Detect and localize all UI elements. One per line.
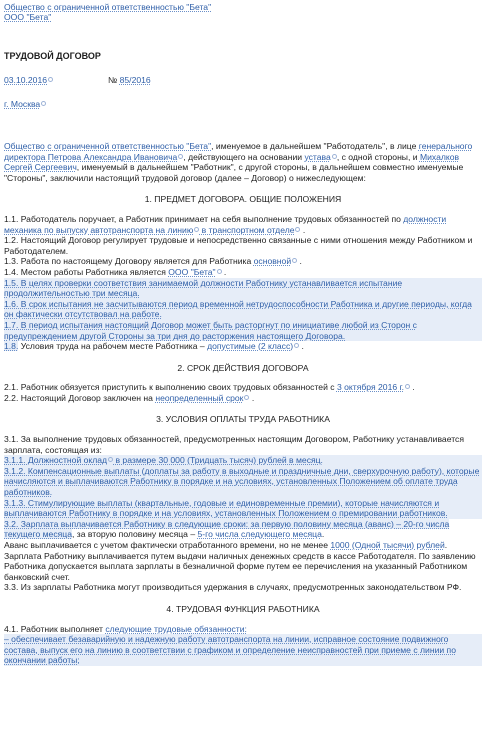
- clause-1-7[interactable]: 1.7. В период испытания настоящий Договор может быть расторгнут по инициативе любой из Сторон с предупреждением другой Стороны за три дня до расторжения настоящего Договора.: [4, 320, 482, 341]
- circle-marker-icon[interactable]: [48, 77, 53, 82]
- clause-3-2-advance: Аванс выплачивается с учетом фактически отработанного времени, но не менее 1000 (Одной тысячи) рублей.: [4, 540, 448, 550]
- circle-marker-icon[interactable]: [294, 343, 299, 348]
- duty-item[interactable]: – обеспечивает безаварийную и надежную работу автотранспорта на линии, исправное состояние подвижного состава, выпуск его на линию в соответствии с графиком и определение неисправностей при приеме с линии по окончании работы;: [4, 634, 482, 666]
- inline-text: 1.3. Работа по настоящему Договору является для Работника: [4, 256, 254, 267]
- clause-3-1: 3.1. За выполнение трудовых обязанностей, предусмотренных настоящим Договором, Работнику устанавливается зарплата, состоящая из:: [4, 434, 464, 455]
- workplace-link[interactable]: ООО "Бета": [168, 266, 216, 277]
- document-city: [4, 99, 46, 110]
- intro-basis[interactable]: устава: [304, 151, 331, 162]
- inline-text: 2.2. Настоящий Договор заключен на: [4, 392, 156, 403]
- salary-link[interactable]: 3.1.1. Должностной оклад: [4, 455, 108, 466]
- section-title-4: 4. ТРУДОВАЯ ФУНКЦИЯ РАБОТНИКА: [166, 603, 320, 614]
- section-title-1: 1. ПРЕДМЕТ ДОГОВОРА. ОБЩИЕ ПОЛОЖЕНИЯ: [144, 194, 342, 205]
- circle-marker-icon[interactable]: [295, 227, 300, 232]
- document-meta: [4, 75, 484, 86]
- clause-2-1: 2.1. Работник обязуется приступить к выполнению своих трудовых обязанностей с 3 октября 2016 г. .: [4, 382, 415, 393]
- intro-paragraph: [4, 141, 482, 183]
- clause-1-6[interactable]: 1.6. В срок испытания не засчитываются период временной нетрудоспособности Работника и другие периоды, когда он фактически отсутствовал на работе.: [4, 299, 482, 320]
- intro-director[interactable]: генерального директора Петрова Александра Ивановича: [4, 141, 473, 162]
- company-full-name[interactable]: Общество с ограниченной ответственностью "Бета": [4, 2, 212, 12]
- inline-text: , за вторую половину месяца –: [71, 529, 198, 540]
- intro-text: , действующего на основании: [183, 151, 305, 162]
- document-body: [4, 141, 482, 666]
- clause-3-3: 3.3. Из зарплаты Работника могут производиться удержания в случаях, предусмотренных законодательством РФ.: [4, 582, 462, 593]
- clause-3-1-3[interactable]: 3.1.3. Стимулирующие выплаты (квартальные, годовые и единовременные премии), которые начисляются и выплачиваются Работнику в порядке и на условиях, установленных Положением о премировании работников.: [4, 498, 482, 519]
- company-short-name[interactable]: ООО "Бета": [4, 12, 52, 22]
- clause-4-1: [4, 624, 482, 635]
- start-date-link[interactable]: 3 октября 2016 г.: [336, 382, 404, 393]
- intro-text: , именуемое в дальнейшем "Работодатель", в лице: [211, 141, 419, 151]
- document-title: ТРУДОВОЙ ДОГОВОР: [4, 51, 101, 61]
- work-type-link[interactable]: основной: [253, 256, 292, 267]
- clause-1-3: 1.3. Работа по настоящему Договору является для Работника основной .: [4, 256, 302, 267]
- intro-text: , с одной стороны, и: [336, 151, 420, 162]
- salary-amount[interactable]: в размере 30 000 (Тридцать тысяч) рублей в месяц.: [113, 455, 323, 466]
- second-half-link[interactable]: 5-го числа следующего месяца: [197, 529, 322, 540]
- inline-text: 1.1. Работодатель поручает, а Работник принимает на себя выполнение трудовых обязанностей по: [4, 213, 404, 224]
- inline-text: Условия труда на рабочем месте Работника –: [18, 341, 208, 352]
- clause-1-8: 1.8. Условия труда на рабочем месте Работника – допустимые (2 класс) .: [4, 341, 304, 352]
- clause-3-2: 3.2. Зарплата выплачивается Работнику в следующие сроки: за первую половину месяца (аванс) – 20-го числа текущего месяца, за вторую половину месяца – 5-го числа следующего месяца.: [4, 518, 450, 540]
- section-title-2: 2. СРОК ДЕЙСТВИЯ ДОГОВОРА: [177, 362, 309, 373]
- circle-marker-icon[interactable]: [217, 269, 222, 274]
- clause-1-1: 1.1. Работодатель поручает, а Работник принимает на себя выполнение трудовых обязанностей по должности механика по выпуску автотранспорта на линию в транспортном отделе .: [4, 213, 447, 235]
- city-value[interactable]: г. Москва: [4, 99, 41, 109]
- clause-1-2: 1.2. Настоящий Договор регулирует трудовые и непосредственно связанные с ними отношения между Работником и Работодателем.: [4, 235, 473, 256]
- document-date[interactable]: 03.10.2016: [4, 75, 48, 85]
- duties-link[interactable]: следующие трудовые обязанности:: [105, 623, 247, 634]
- pay-terms-link[interactable]: 3.2. Зарплата выплачивается Работнику в следующие сроки: за первую половину месяца (аванс) – 20-го числа текущего месяца: [4, 518, 450, 540]
- intro-text: , именуемый в дальнейшем "Работник", с другой стороны, в дальнейшем совместно именуемые "Стороны", заключили настоящий трудовой договор (далее – Договор) о нижеследующем:: [4, 162, 464, 183]
- clause-1-4: 1.4. Местом работы Работника является ООО "Бета" .: [4, 266, 227, 277]
- clause-1-8-number[interactable]: 1.8.: [4, 341, 19, 352]
- clause-3-1-1: [4, 455, 482, 466]
- section-title-3: 3. УСЛОВИЯ ОПЛАТЫ ТРУДА РАБОТНИКА: [156, 414, 330, 425]
- advance-amount[interactable]: 1000 (Одной тысячи) рублей: [330, 540, 445, 550]
- circle-marker-icon[interactable]: [244, 395, 249, 400]
- intro-employee[interactable]: Михалков Сергей Сергеевич: [4, 151, 460, 173]
- inline-text: 1.4. Местом работы Работника является: [4, 266, 169, 277]
- circle-marker-icon[interactable]: [405, 384, 410, 389]
- clause-3-1-2[interactable]: 3.1.2. Компенсационные выплаты (доплаты за работу в выходные и праздничные дни, сверхурочную работу), которые начисляются и выплачиваются Работнику в порядке и на условиях, установленных Положением об оплате труда работников.: [4, 466, 482, 498]
- inline-text: 4.1. Работник выполняет: [4, 623, 106, 634]
- position-link[interactable]: должности механика по выпуску автотранспорта на линию: [4, 213, 447, 235]
- inline-text: Аванс выплачивается с учетом фактически отработанного времени, но не менее: [4, 540, 331, 550]
- term-link[interactable]: неопределенный срок: [155, 392, 244, 403]
- conditions-link[interactable]: допустимые (2 класс): [207, 341, 294, 352]
- inline-text: 2.1. Работник обязуется приступить к выполнению своих трудовых обязанностей с: [4, 382, 337, 393]
- circle-marker-icon[interactable]: [41, 101, 46, 106]
- clause-3-2-method: Зарплата Работнику выплачивается путем выдачи наличных денежных средств в кассе Работодателя. По заявлению Работника допускается выплата зарплаты в безналичной форме путем ее перечисления на указанный Работником банковский счет.: [4, 550, 476, 582]
- circle-marker-icon[interactable]: [292, 258, 297, 263]
- number-label: №: [108, 75, 118, 85]
- document-number: [108, 75, 151, 86]
- document-number-value[interactable]: 85/2016: [119, 75, 151, 85]
- clause-2-2: 2.2. Настоящий Договор заключен на неопределенный срок .: [4, 392, 255, 403]
- clause-1-5[interactable]: 1.5. В целях проверки соответствия занимаемой должности Работнику устанавливается испытание продолжительностью три месяца.: [4, 278, 482, 299]
- department-link[interactable]: в транспортном отделе: [199, 224, 295, 235]
- intro-company[interactable]: Общество с ограниченной ответственностью "Бета": [4, 141, 212, 151]
